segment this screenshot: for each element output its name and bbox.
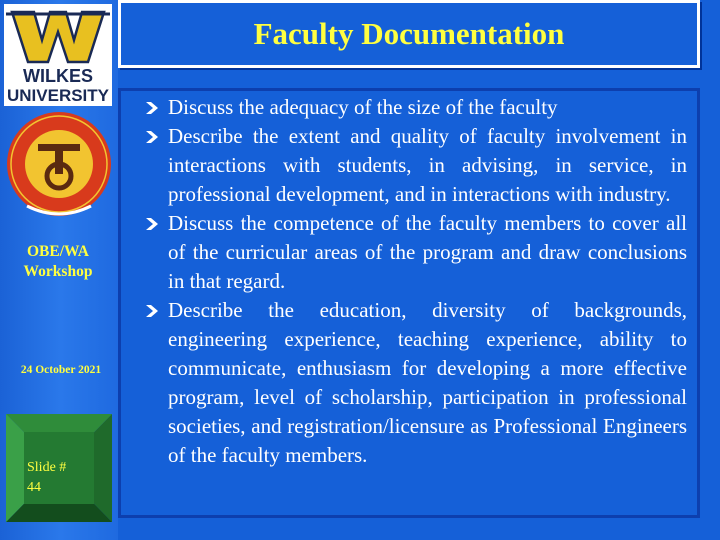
workshop-label [0, 242, 116, 282]
workshop-line-1: OBE/WA [26, 243, 89, 260]
page-title: Faculty Documentation [253, 16, 565, 51]
bullet-text: Describe the education, diversity of backgrounds, engineering experience, teaching experience, ability to communicate, enthusiasm for developing a more effective program, level of scholarship, participation in professional societies, and registration/licensure as Professional Engineers of the faculty members. [168, 298, 687, 467]
wilkes-university-logo [4, 4, 112, 106]
workshop-date: 24 October 2021 [20, 364, 102, 376]
bullet-text: Discuss the competence of the faculty members to cover all of the curricular areas of the program and draw conclusions in that regard. [168, 211, 687, 293]
university-seal [5, 110, 113, 218]
slide-number-value: 44 [27, 480, 41, 495]
title-bar [118, 0, 700, 68]
bullet-item [145, 93, 687, 122]
arrow-bullet-icon [145, 216, 161, 232]
arrow-bullet-icon [145, 129, 161, 145]
logo-text-wilkes: WILKES [23, 66, 93, 86]
logo-text-university: UNIVERSITY [6, 86, 110, 105]
slide-label-text: Slide # [27, 460, 67, 475]
bullet-text: Discuss the adequacy of the size of the faculty [168, 95, 558, 119]
arrow-bullet-icon [145, 303, 161, 319]
slide-number [27, 458, 97, 498]
sidebar [0, 0, 118, 540]
workshop-line-2: Workshop [23, 263, 93, 280]
bullet-list [121, 91, 697, 470]
bullet-item [145, 122, 687, 209]
content-box [118, 88, 700, 518]
arrow-bullet-icon [145, 100, 161, 116]
bullet-item [145, 296, 687, 470]
bullet-item [145, 209, 687, 296]
bullet-text: Describe the extent and quality of faculty involvement in interactions with students, in advising, in service, in professional development, and in interactions with industry. [168, 124, 687, 206]
